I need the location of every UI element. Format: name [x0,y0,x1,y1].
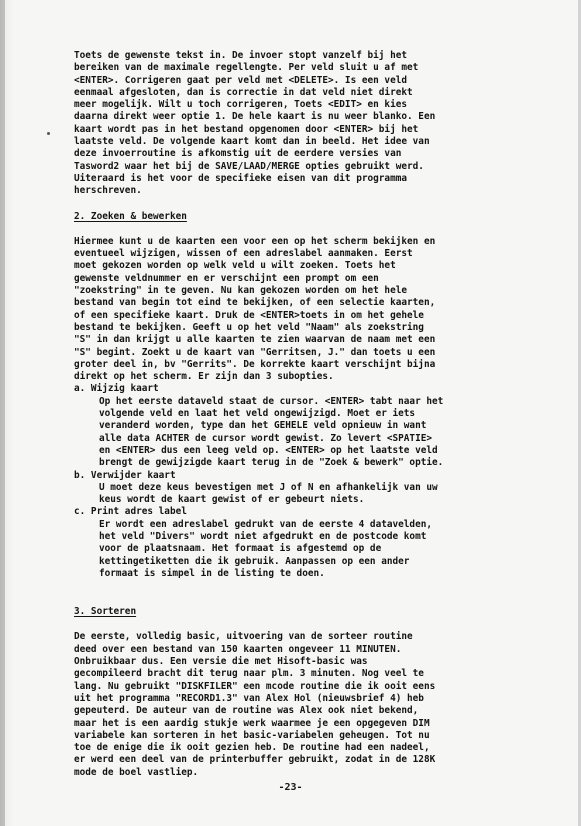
text-line: bestand te bekijken. Geeft u op het veld "Naam" als zoekstring [74,321,424,333]
text-line: gewenste veldnummer en er verschijnt een prompt om een [74,272,379,284]
text-line: mode de boel vastliep. [74,766,199,778]
text-line: alle data ACHTER de cursor wordt gewist. Zo levert <SPATIE> [99,432,433,444]
text-line: deed over een bestand van 150 kaarten ongeveer 11 MINUTEN. [74,643,402,655]
text-line: daarna direkt weer optie 1. De hele kaart is nu weer blanko. Een [74,111,436,123]
text-line: U moet deze keus bevestigen met J of N en afhankelijk van uw [99,481,438,493]
section-paragraph-sorteren [74,631,554,779]
list-item-label: c. Print adres label [74,506,187,518]
list-item-label: a. Wijzig kaart [74,383,159,395]
text-line: direkt op het scherm. Er zijn dan 3 subopties. [74,371,334,383]
text-line: De eerste, volledig basic, uitvoering van de sorteer routine [74,631,413,643]
text-line: <ENTER>. Corrigeren gaat per veld met <DELETE>. Is een veld [74,74,408,86]
text-line: deze invoerroutine is afkomstig uit de eerdere versies van [74,148,402,160]
text-line: Tasword2 waar het bij de SAVE/LAAD/MERGE opties gebruikt werd. [74,160,424,172]
text-line: uit het programma "RECORD1.3" van Alex Hol (nieuwsbrief 4) heb [74,692,424,704]
text-line: het veld "Divers" wordt niet afgedrukt en de postcode komt [99,530,427,542]
list-item [74,383,554,469]
section-heading-zoeken: 2. Zoeken & bewerken [74,210,187,222]
text-line: bestand van begin tot eind te bekijken, of een selectie kaarten, [74,297,436,309]
text-line: eenmaal afgesloten, dan is correctie in dat veld niet direkt [74,86,413,98]
text-line: variabele kan sorteren in het basic-variabelen geheugen. Tot nu [74,729,430,741]
text-line: eventueel wijzigen, wissen of een adreslabel aanmaken. Eerst [74,248,413,260]
text-line: Er wordt een adreslabel gedrukt van de eerste 4 datavelden, [99,518,433,530]
page-left-edge [0,0,5,826]
text-line: herschreven. [74,185,142,197]
text-line: voor de plaatsnaam. Het formaat is afgestemd op de [99,543,382,555]
text-line: bereiken van de maximale regellengte. Per veld sluit u af met [74,62,419,74]
text-line: of een specifieke kaart. Druk de <ENTER>toets in om het gehele [74,309,424,321]
text-line: brengt de gewijzigde kaart terug in de "Zoek & bewerk" optie. [99,457,444,469]
section-paragraph-zoeken [74,236,554,384]
text-line: maar het is een aardig stukje werk waarmee je een opgegeven DIM [74,717,430,729]
text-line: gecompileerd bracht dit terug naar plm. 3 minuten. Nog veel te [74,668,424,680]
list-item [74,470,554,507]
text-line: kaart wordt pas in het bestand opgenomen door <ENTER> bij het [74,123,419,135]
text-line: toe de enige die ik ooit gezien heb. De routine had een nadeel, [74,742,430,754]
text-line: gepeuterd. De auteur van de routine was Alex ook niet bekend, [74,705,419,717]
text-line: "zoekstring" in te geven. Nu kan gekozen worden om het hele [74,285,408,297]
text-line: veranderd worden, type dan het GEHELE veld opnieuw in want [99,420,427,432]
text-line: kettingetiketten die ik gebruik. Aanpassen op een ander [99,555,410,567]
text-line: laatste veld. De volgende kaart komt dan in beeld. Het idee van [74,136,430,148]
text-line: formaat is simpel in de listing te doen. [99,567,325,579]
text-line: moet gekozen worden op welk veld u wilt zoeken. Toets het [74,260,396,272]
suboption-list [74,383,554,580]
text-line: lang. Nu gebruikt "DISKFILER" een mcode routine die ik ooit eens [74,680,436,692]
margin-speck [47,132,50,135]
text-line: keus wordt de kaart gewist of er gebeurt niets. [99,494,365,506]
text-line: groter deel in, bv "Gerrits". De korrekte kaart verschijnt bijna [74,358,436,370]
text-line: er werd een deel van de printerbuffer gebruikt, zodat in de 128K [74,754,436,766]
text-line: volgende veld en laat het veld ongewijzigd. Moet er iets [99,408,416,420]
document-body [74,50,554,779]
text-line: "S" begint. Zoekt u de kaart van "Gerritsen, J." dan toets u een [74,346,436,358]
text-line: meer mogelijk. Wilt u toch corrigeren, Toets <EDIT> en kies [74,99,408,111]
text-line: Onbruikbaar dus. Een versie die met Hisoft-basic was [74,656,368,668]
intro-paragraph [74,50,554,198]
section-heading-sorteren: 3. Sorteren [74,606,137,618]
text-line: Toets de gewenste tekst in. De invoer stopt vanzelf bij het [74,50,408,61]
list-item [74,506,554,580]
page-number: -23- [278,782,303,793]
text-line: Uiteraard is het voor de specifieke eisen van dit programma [74,172,408,184]
text-line: Op het eerste dataveld staat de cursor. <ENTER> tabt naar het [99,395,444,407]
text-line: "S" in dan krijgt u alle kaarten te zien waarvan de naam met een [74,334,436,346]
list-item-label: b. Verwijder kaart [74,469,176,481]
text-line: Hiermee kunt u de kaarten een voor een op het scherm bekijken en [74,235,436,247]
text-line: en <ENTER> dus een leeg veld op. <ENTER> op het laatste veld [99,444,438,456]
